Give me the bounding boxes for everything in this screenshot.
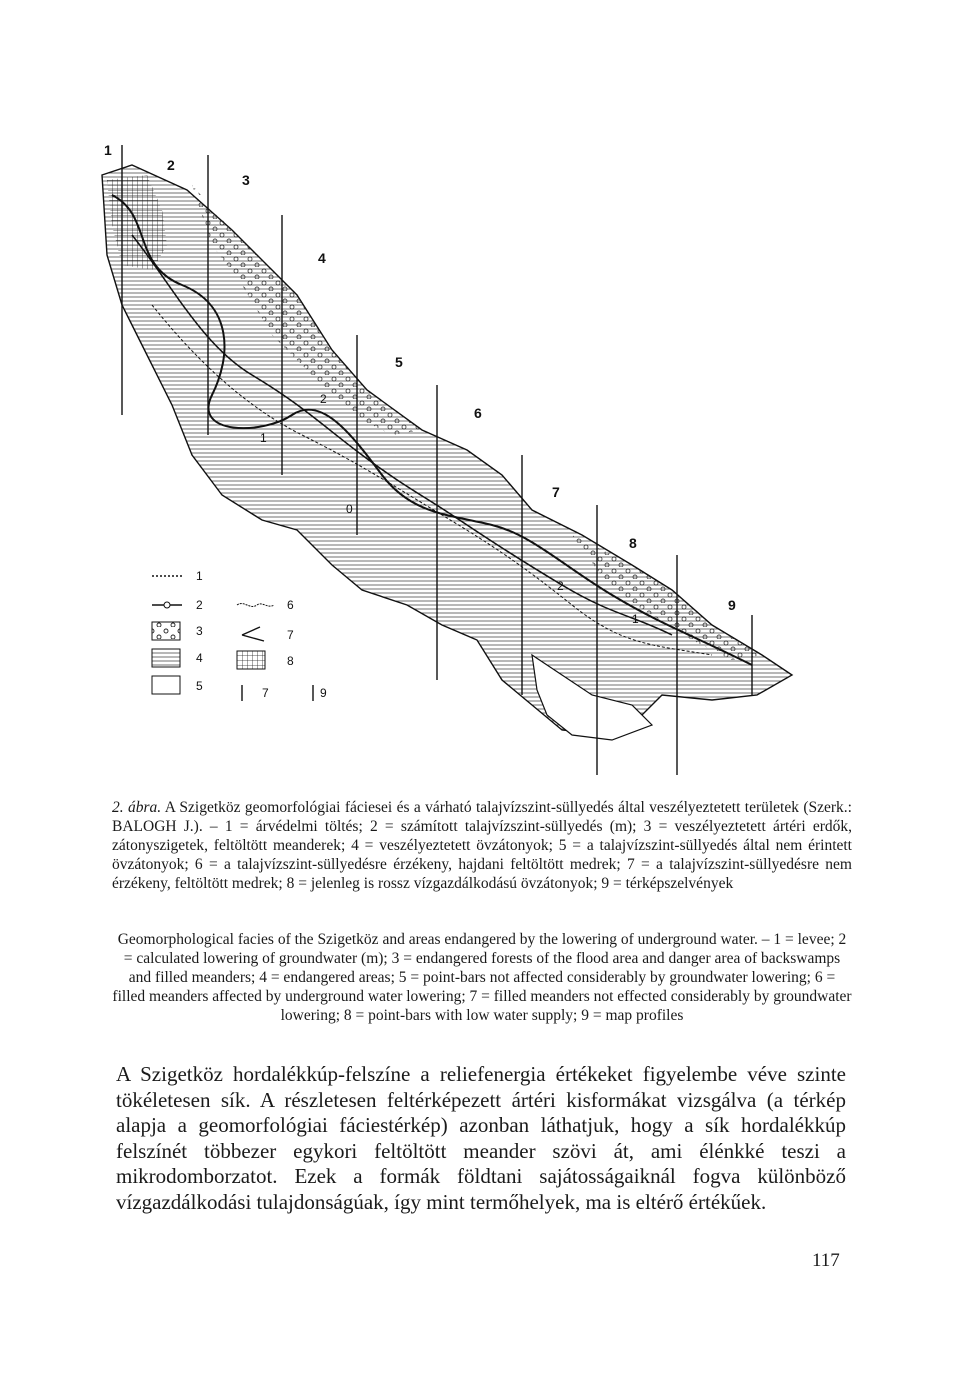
svg-text:7: 7 xyxy=(287,628,294,642)
profile-label: 3 xyxy=(242,172,250,188)
figure-caption-text: A Szigetköz geomorfológiai fáciesei és a várható talajvízszint-süllyedés által veszélyeztetett területek (Szerk.: BALOGH J.). – 1 = árvédelmi töltés; 2 = számított talajvízszint-süllyedés (m); 3 = veszélyeztetett ártéri erdők, zátonyszigetek, feltöltött meanderek; 4 = veszélyeztetett övzátonyok; 5 = a talajvízszint-süllyedés által nem érintett övzátonyok; 6 = a talajvízszint-süllyedésre érzékeny, hajdani feltöltött medrek; 7 = a talajvízszint-süllyedésre nem érzékeny, feltöltött medrek; 8 = jelenleg is rossz vízgazdálkodású övzátonyok; 9 = térképszelvények xyxy=(112,799,852,892)
svg-text:2: 2 xyxy=(196,598,203,612)
profile-label: 8 xyxy=(629,535,637,551)
profile-label: 7 xyxy=(552,484,560,500)
map-inline-label: 0 xyxy=(346,502,353,516)
map-inline-label: 1 xyxy=(260,431,267,445)
map-inline-label: 2 xyxy=(557,579,564,593)
geomorphological-map-figure xyxy=(92,135,872,785)
profile-label: 6 xyxy=(474,405,482,421)
svg-text:8: 8 xyxy=(287,654,294,668)
map-inline-label: 2 xyxy=(320,392,327,406)
figure-caption-hungarian xyxy=(112,798,852,893)
profile-label: 5 xyxy=(395,354,403,370)
profile-label: 1 xyxy=(104,142,112,158)
svg-text:4: 4 xyxy=(196,651,203,665)
profile-label: 9 xyxy=(728,597,736,613)
figure-label: 2. ábra. xyxy=(112,799,162,816)
svg-text:6: 6 xyxy=(287,598,294,612)
map-legend xyxy=(152,569,327,701)
svg-text:9: 9 xyxy=(320,686,327,700)
map-area-outline xyxy=(102,165,792,735)
svg-text:3: 3 xyxy=(196,624,203,638)
profile-label: 4 xyxy=(318,250,326,266)
svg-text:1: 1 xyxy=(196,569,203,583)
svg-text:5: 5 xyxy=(196,679,203,693)
body-paragraph: A Szigetköz hordalékkúp-felszíne a reliefenergia értékeket figyelembe véve szinte tökéletesen sík. A részletesen feltérképezett ártéri kisformákat vizsgálva (a térkép alapja a geomorfológiai fáciestérkép) azonban láthatjuk, hogy a sík hordalékkúp felszínét többezer egykori feltöltött meander szövi át, ami élénkké teszi a mikrodomborzatot. Ezek a formák földtani sajátosságaiknál fogva különböző vízgazdálkodási tulajdonságúak, így mint termőhelyek, ma is eltérő értékűek. xyxy=(116,1062,846,1214)
profile-label: 2 xyxy=(167,157,175,173)
svg-text:7: 7 xyxy=(262,686,269,700)
page-number: 117 xyxy=(812,1250,840,1271)
figure-caption-english: Geomorphological facies of the Szigetköz and areas endangered by the lowering of underground water. – 1 = levee; 2 = calculated lowering of groundwater (m); 3 = endangered forests of the flood area and danger area of backswamps and filled meanders; 4 = endangered areas; 5 = point-bars not affected considerably by groundwater lowering; 6 = filled meanders affected by underground water lowering; 7 = filled meanders not effected considerably by groundwater lowering; 8 = point-bars with low water supply; 9 = map profiles xyxy=(112,931,852,1024)
map-inline-label: 1 xyxy=(632,612,639,626)
